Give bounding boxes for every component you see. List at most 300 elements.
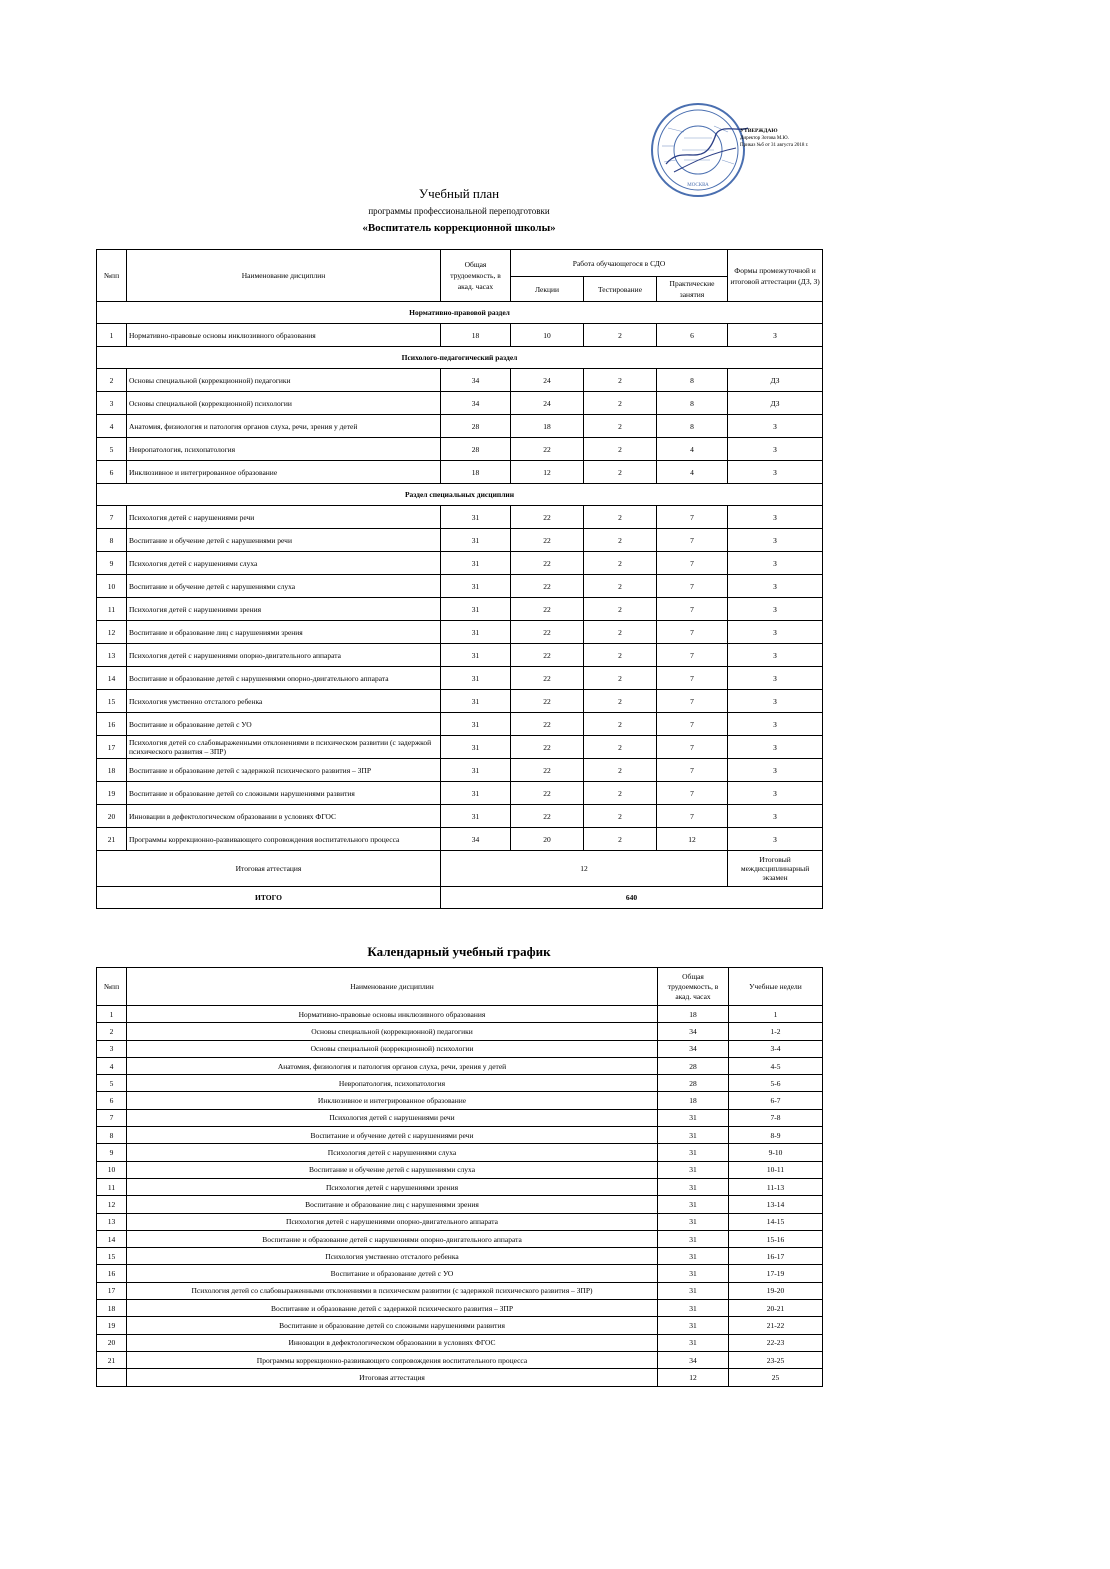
total-hours: 31: [441, 736, 511, 759]
practice-hours: 7: [657, 736, 728, 759]
row-number: 8: [97, 1127, 127, 1144]
discipline-name: Воспитание и образование детей с УО: [127, 1265, 658, 1282]
practice-hours: 8: [657, 369, 728, 392]
total-hours: 34: [441, 828, 511, 851]
practice-hours: 8: [657, 415, 728, 438]
total-hours: 28: [658, 1075, 729, 1092]
discipline-name: Анатомия, физиология и патология органов слуха, речи, зрения у детей: [127, 415, 441, 438]
discipline-name: Воспитание и образование детей с задержкой психического развития – ЗПР: [127, 1300, 658, 1317]
study-weeks: 19-20: [729, 1282, 823, 1299]
calendar-table: [96, 967, 823, 1387]
study-weeks: 9-10: [729, 1144, 823, 1161]
practice-hours: 4: [657, 461, 728, 484]
total-hours: 31: [441, 529, 511, 552]
lecture-hours: 22: [511, 598, 584, 621]
section-title: Раздел специальных дисциплин: [97, 484, 823, 506]
total-hours: 31: [441, 782, 511, 805]
testing-hours: 2: [584, 575, 657, 598]
discipline-name: Психология детей с нарушениями речи: [127, 1109, 658, 1126]
assessment-form: З: [728, 415, 823, 438]
approval-order: Приказ №б от 31 августа 2018 г.: [740, 143, 809, 148]
discipline-name: Анатомия, физиология и патология органов слуха, речи, зрения у детей: [127, 1057, 658, 1074]
testing-hours: 2: [584, 713, 657, 736]
total-label: ИТОГО: [97, 887, 441, 909]
discipline-name: Итоговая аттестация: [127, 1369, 658, 1386]
assessment-form: З: [728, 529, 823, 552]
table-row: [97, 805, 823, 828]
row-number: 16: [97, 1265, 127, 1282]
table-row: [97, 828, 823, 851]
table-row: [97, 667, 823, 690]
table-row: [97, 1265, 823, 1282]
assessment-form: З: [728, 713, 823, 736]
total-hours: 31: [658, 1196, 729, 1213]
testing-hours: 2: [584, 415, 657, 438]
table-row: [97, 1317, 823, 1334]
table-row: [97, 644, 823, 667]
testing-hours: 2: [584, 828, 657, 851]
section-row: [97, 347, 823, 369]
total-hours: 12: [658, 1369, 729, 1386]
lecture-hours: 22: [511, 713, 584, 736]
table-row: [97, 324, 823, 347]
approval-block: [644, 102, 814, 198]
discipline-name: Воспитание и образование детей с задержкой психического развития – ЗПР: [127, 759, 441, 782]
total-hours: 31: [441, 667, 511, 690]
assessment-form: З: [728, 690, 823, 713]
row-number: 4: [97, 1057, 127, 1074]
testing-hours: 2: [584, 506, 657, 529]
discipline-name: Воспитание и образование детей со сложными нарушениями развития: [127, 1317, 658, 1334]
cal-header-total: Общая трудоемкость, в акад. часах: [658, 968, 729, 1006]
table-row: [97, 1351, 823, 1368]
row-number: 12: [97, 1196, 127, 1213]
table-row: [97, 1248, 823, 1265]
total-hours: 18: [658, 1092, 729, 1109]
header-lectures: Лекции: [511, 277, 584, 302]
row-number: 3: [97, 392, 127, 415]
discipline-name: Основы специальной (коррекционной) психологии: [127, 1040, 658, 1057]
testing-hours: 2: [584, 438, 657, 461]
practice-hours: 7: [657, 690, 728, 713]
total-hours: 34: [658, 1040, 729, 1057]
table-row: [97, 1230, 823, 1247]
lecture-hours: 22: [511, 438, 584, 461]
total-hours: 31: [658, 1161, 729, 1178]
testing-hours: 2: [584, 736, 657, 759]
table-row: [97, 1127, 823, 1144]
header-testing: Тестирование: [584, 277, 657, 302]
calendar-body: [97, 1006, 823, 1387]
row-number: 9: [97, 1144, 127, 1161]
final-form: Итоговый междисциплинарный экзамен: [728, 851, 823, 887]
discipline-name: Психология детей с нарушениями опорно-двигательного аппарата: [127, 644, 441, 667]
header-work: Работа обучающегося в СДО: [511, 250, 728, 277]
total-hours: 34: [658, 1023, 729, 1040]
row-number: 6: [97, 1092, 127, 1109]
lecture-hours: 22: [511, 782, 584, 805]
study-weeks: 21-22: [729, 1317, 823, 1334]
cal-header-num: №пп: [97, 968, 127, 1006]
row-number: 15: [97, 1248, 127, 1265]
lecture-hours: 24: [511, 369, 584, 392]
row-number: 13: [97, 644, 127, 667]
study-weeks: 14-15: [729, 1213, 823, 1230]
assessment-form: З: [728, 828, 823, 851]
row-number: 10: [97, 1161, 127, 1178]
testing-hours: 2: [584, 529, 657, 552]
row-number: 20: [97, 1334, 127, 1351]
practice-hours: 7: [657, 598, 728, 621]
discipline-name: Воспитание и образование лиц с нарушениями зрения: [127, 1196, 658, 1213]
stamp-city-text: МОСКВА: [687, 183, 709, 188]
table-row: [97, 1144, 823, 1161]
table-row: [97, 1075, 823, 1092]
row-number: 7: [97, 506, 127, 529]
discipline-name: Воспитание и обучение детей с нарушениями слуха: [127, 1161, 658, 1178]
discipline-name: Воспитание и обучение детей с нарушениями слуха: [127, 575, 441, 598]
total-hours: 28: [658, 1057, 729, 1074]
total-hours: 31: [658, 1265, 729, 1282]
assessment-form: З: [728, 805, 823, 828]
row-number: 13: [97, 1213, 127, 1230]
approval-title: УТВЕРЖДАЮ: [740, 128, 778, 134]
lecture-hours: 22: [511, 506, 584, 529]
row-number: 9: [97, 552, 127, 575]
assessment-form: З: [728, 782, 823, 805]
lecture-hours: 22: [511, 759, 584, 782]
discipline-name: Программы коррекционно-развивающего сопровождения воспитательного процесса: [127, 828, 441, 851]
assessment-form: З: [728, 621, 823, 644]
total-row: [97, 887, 823, 909]
total-hours: 31: [441, 621, 511, 644]
total-hours: 18: [441, 461, 511, 484]
discipline-name: Нормативно-правовые основы инклюзивного образования: [127, 324, 441, 347]
row-number: 20: [97, 805, 127, 828]
discipline-name: Воспитание и обучение детей с нарушениями речи: [127, 529, 441, 552]
row-number: 10: [97, 575, 127, 598]
header-total: Общая трудоемкость, в акад. часах: [441, 250, 511, 302]
study-weeks: 23-25: [729, 1351, 823, 1368]
lecture-hours: 24: [511, 392, 584, 415]
study-weeks: 4-5: [729, 1057, 823, 1074]
table-row: [97, 1092, 823, 1109]
discipline-name: Основы специальной (коррекционной) психологии: [127, 392, 441, 415]
seal-stamp-icon: [644, 102, 754, 198]
total-hours: 31: [441, 690, 511, 713]
total-hours: 28: [441, 415, 511, 438]
table-row: [97, 552, 823, 575]
total-hours: 34: [441, 392, 511, 415]
curriculum-body: [97, 302, 823, 909]
assessment-form: ДЗ: [728, 369, 823, 392]
total-hours: 31: [441, 575, 511, 598]
table-row: [97, 1057, 823, 1074]
discipline-name: Психология детей с нарушениями опорно-двигательного аппарата: [127, 1213, 658, 1230]
assessment-form: З: [728, 644, 823, 667]
testing-hours: 2: [584, 369, 657, 392]
total-hours: 31: [441, 713, 511, 736]
row-number: 6: [97, 461, 127, 484]
total-hours: 31: [658, 1248, 729, 1265]
assessment-form: З: [728, 759, 823, 782]
discipline-name: Психология детей со слабовыраженными отклонениями в психическом развитии (с задержкой психического развития – ЗПР): [127, 736, 441, 759]
plan-subtitle: программы профессиональной переподготовки: [368, 206, 550, 216]
row-number: 14: [97, 667, 127, 690]
practice-hours: 7: [657, 552, 728, 575]
row-number: 18: [97, 759, 127, 782]
testing-hours: 2: [584, 667, 657, 690]
discipline-name: Психология умственно отсталого ребенка: [127, 1248, 658, 1265]
lecture-hours: 12: [511, 461, 584, 484]
discipline-name: Воспитание и образование детей с нарушениями опорно-двигательного аппарата: [127, 667, 441, 690]
study-weeks: 3-4: [729, 1040, 823, 1057]
discipline-name: Основы специальной (коррекционной) педагогики: [127, 1023, 658, 1040]
row-number: 14: [97, 1230, 127, 1247]
final-attestation-row: [97, 851, 823, 887]
discipline-name: Психология детей со слабовыраженными отклонениями в психическом развитии (с задержкой психического развития – ЗПР): [127, 1282, 658, 1299]
approval-director: Директор Зотова М.Ю.: [740, 136, 789, 141]
table-row: [97, 438, 823, 461]
assessment-form: З: [728, 575, 823, 598]
table-row: [97, 461, 823, 484]
section-title: Нормативно-правовой раздел: [97, 302, 823, 324]
row-number: 5: [97, 438, 127, 461]
discipline-name: Воспитание и образование лиц с нарушениями зрения: [127, 621, 441, 644]
discipline-name: Воспитание и образование детей со сложными нарушениями развития: [127, 782, 441, 805]
discipline-name: Воспитание и обучение детей с нарушениями речи: [127, 1127, 658, 1144]
testing-hours: 2: [584, 690, 657, 713]
practice-hours: 8: [657, 392, 728, 415]
study-weeks: 5-6: [729, 1075, 823, 1092]
lecture-hours: 22: [511, 805, 584, 828]
total-hours: 18: [441, 324, 511, 347]
table-row: [97, 506, 823, 529]
assessment-form: ДЗ: [728, 392, 823, 415]
table-row: [97, 782, 823, 805]
table-row: [97, 736, 823, 759]
testing-hours: 2: [584, 805, 657, 828]
total-hours: 31: [658, 1178, 729, 1195]
row-number: 12: [97, 621, 127, 644]
table-row: [97, 1023, 823, 1040]
testing-hours: 2: [584, 782, 657, 805]
discipline-name: Нормативно-правовые основы инклюзивного образования: [127, 1006, 658, 1023]
table-row: [97, 1109, 823, 1126]
practice-hours: 7: [657, 759, 728, 782]
total-hours: 31: [658, 1317, 729, 1334]
row-number: 1: [97, 1006, 127, 1023]
row-number: 11: [97, 598, 127, 621]
discipline-name: Основы специальной (коррекционной) педагогики: [127, 369, 441, 392]
study-weeks: 1-2: [729, 1023, 823, 1040]
study-weeks: 6-7: [729, 1092, 823, 1109]
study-weeks: 17-19: [729, 1265, 823, 1282]
table-row: [97, 690, 823, 713]
study-weeks: 13-14: [729, 1196, 823, 1213]
assessment-form: З: [728, 598, 823, 621]
row-number: 3: [97, 1040, 127, 1057]
total-hours: 31: [658, 1334, 729, 1351]
testing-hours: 2: [584, 621, 657, 644]
table-row: [97, 713, 823, 736]
approval-text: [740, 128, 840, 149]
header-name: Наименование дисциплин: [127, 250, 441, 302]
total-hours: 31: [441, 506, 511, 529]
table-row: [97, 1006, 823, 1023]
row-number: 19: [97, 782, 127, 805]
practice-hours: 4: [657, 438, 728, 461]
total-hours: 31: [658, 1144, 729, 1161]
total-hours: 31: [441, 759, 511, 782]
header-num: №пп: [97, 250, 127, 302]
testing-hours: 2: [584, 644, 657, 667]
total-hours: 34: [658, 1351, 729, 1368]
row-number: 2: [97, 1023, 127, 1040]
testing-hours: 2: [584, 392, 657, 415]
testing-hours: 2: [584, 598, 657, 621]
row-number: 19: [97, 1317, 127, 1334]
discipline-name: Инклюзивное и интегрированное образование: [127, 1092, 658, 1109]
testing-hours: 2: [584, 461, 657, 484]
lecture-hours: 22: [511, 736, 584, 759]
lecture-hours: 22: [511, 644, 584, 667]
row-number: 5: [97, 1075, 127, 1092]
assessment-form: З: [728, 438, 823, 461]
practice-hours: 7: [657, 506, 728, 529]
assessment-form: З: [728, 667, 823, 690]
total-hours: 31: [441, 644, 511, 667]
row-number: 15: [97, 690, 127, 713]
study-weeks: 22-23: [729, 1334, 823, 1351]
table-row: [97, 1040, 823, 1057]
table-row: [97, 392, 823, 415]
table-row: [97, 1161, 823, 1178]
lecture-hours: 18: [511, 415, 584, 438]
calendar-title: Календарный учебный график: [367, 944, 551, 959]
table-row: [97, 621, 823, 644]
practice-hours: 7: [657, 713, 728, 736]
total-hours: 31: [658, 1282, 729, 1299]
header-forms: Формы промежуточной и итоговой аттестации (ДЗ, З): [728, 250, 823, 302]
discipline-name: Невропатология, психопатология: [127, 1075, 658, 1092]
discipline-name: Инновации в дефектологическом образовании в условиях ФГОС: [127, 805, 441, 828]
row-number: 8: [97, 529, 127, 552]
study-weeks: 8-9: [729, 1127, 823, 1144]
total-hours: 31: [658, 1230, 729, 1247]
plan-program: «Воспитатель коррекционной школы»: [362, 222, 556, 234]
total-hours: 31: [441, 805, 511, 828]
table-row: [97, 598, 823, 621]
discipline-name: Воспитание и образование детей с УО: [127, 713, 441, 736]
table-row: [97, 1213, 823, 1230]
practice-hours: 7: [657, 667, 728, 690]
discipline-name: Психология детей с нарушениями зрения: [127, 598, 441, 621]
study-weeks: 20-21: [729, 1300, 823, 1317]
assessment-form: З: [728, 552, 823, 575]
assessment-form: З: [728, 324, 823, 347]
row-number: 17: [97, 736, 127, 759]
curriculum-table: [96, 249, 823, 909]
total-hours: 34: [441, 369, 511, 392]
section-row: [97, 484, 823, 506]
table-row: [97, 1334, 823, 1351]
table-row: [97, 759, 823, 782]
testing-hours: 2: [584, 759, 657, 782]
final-hours: 12: [441, 851, 728, 887]
header-practice: Практические занятия: [657, 277, 728, 302]
row-number: 11: [97, 1178, 127, 1195]
row-number: 16: [97, 713, 127, 736]
study-weeks: 1: [729, 1006, 823, 1023]
discipline-name: Невропатология, психопатология: [127, 438, 441, 461]
lecture-hours: 22: [511, 575, 584, 598]
lecture-hours: 20: [511, 828, 584, 851]
lecture-hours: 22: [511, 690, 584, 713]
practice-hours: 7: [657, 644, 728, 667]
discipline-name: Психология детей с нарушениями речи: [127, 506, 441, 529]
lecture-hours: 22: [511, 621, 584, 644]
practice-hours: 12: [657, 828, 728, 851]
practice-hours: 7: [657, 529, 728, 552]
lecture-hours: 22: [511, 552, 584, 575]
discipline-name: Воспитание и образование детей с нарушениями опорно-двигательного аппарата: [127, 1230, 658, 1247]
row-number: 1: [97, 324, 127, 347]
row-number: 21: [97, 828, 127, 851]
row-number: 21: [97, 1351, 127, 1368]
discipline-name: Психология детей с нарушениями слуха: [127, 552, 441, 575]
table-row: [97, 369, 823, 392]
study-weeks: 25: [729, 1369, 823, 1386]
table-row: [97, 1178, 823, 1195]
row-number: 4: [97, 415, 127, 438]
practice-hours: 6: [657, 324, 728, 347]
table-row: [97, 415, 823, 438]
table-row: [97, 529, 823, 552]
table-row: [97, 1300, 823, 1317]
table-row: [97, 1282, 823, 1299]
plan-title: Учебный план: [418, 186, 500, 201]
lecture-hours: 22: [511, 529, 584, 552]
testing-hours: 2: [584, 324, 657, 347]
final-label: Итоговая аттестация: [97, 851, 441, 887]
discipline-name: Программы коррекционно-развивающего сопровождения воспитательного процесса: [127, 1351, 658, 1368]
total-hours: 31: [658, 1300, 729, 1317]
table-row: [97, 575, 823, 598]
lecture-hours: 10: [511, 324, 584, 347]
table-row: [97, 1369, 823, 1386]
assessment-form: З: [728, 736, 823, 759]
discipline-name: Инклюзивное и интегрированное образование: [127, 461, 441, 484]
row-number: 18: [97, 1300, 127, 1317]
cal-header-weeks: Учебные недели: [729, 968, 823, 1006]
section-row: [97, 302, 823, 324]
total-hours: 31: [441, 552, 511, 575]
total-hours: 31: [441, 598, 511, 621]
section-title: Психолого-педагогический раздел: [97, 347, 823, 369]
table-row: [97, 1196, 823, 1213]
discipline-name: Психология детей с нарушениями слуха: [127, 1144, 658, 1161]
total-hours-value: 640: [441, 887, 823, 909]
row-number: 2: [97, 369, 127, 392]
assessment-form: З: [728, 461, 823, 484]
cal-header-name: Наименование дисциплин: [127, 968, 658, 1006]
total-hours: 28: [441, 438, 511, 461]
study-weeks: 11-13: [729, 1178, 823, 1195]
discipline-name: Психология детей с нарушениями зрения: [127, 1178, 658, 1195]
total-hours: 31: [658, 1127, 729, 1144]
testing-hours: 2: [584, 552, 657, 575]
